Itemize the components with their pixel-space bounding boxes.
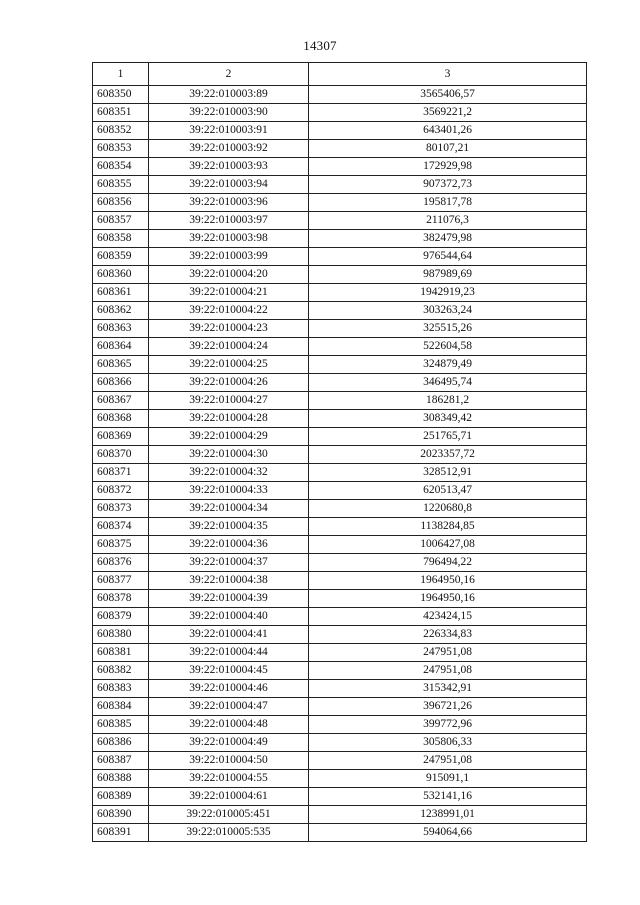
table-row	[93, 482, 587, 500]
table-row	[93, 212, 587, 230]
row-number-cell: 608375	[93, 536, 149, 554]
value-cell: 211076,3	[309, 212, 587, 230]
header-row	[93, 63, 587, 86]
cadastral-number-cell: 39:22:010003:99	[149, 248, 309, 266]
cadastral-number-cell: 39:22:010003:91	[149, 122, 309, 140]
table-row	[93, 320, 587, 338]
page-number: 14307	[303, 38, 337, 53]
value-cell: 1238991,01	[309, 806, 587, 824]
value-cell: 325515,26	[309, 320, 587, 338]
value-cell: 915091,1	[309, 770, 587, 788]
row-number-cell: 608383	[93, 680, 149, 698]
table-row	[93, 194, 587, 212]
table-row	[93, 86, 587, 104]
value-cell: 247951,08	[309, 662, 587, 680]
table-row	[93, 464, 587, 482]
value-cell: 594064,66	[309, 824, 587, 842]
value-cell: 186281,2	[309, 392, 587, 410]
value-cell: 226334,83	[309, 626, 587, 644]
row-number-cell: 608369	[93, 428, 149, 446]
value-cell: 1964950,16	[309, 572, 587, 590]
table-row	[93, 338, 587, 356]
row-number-cell: 608379	[93, 608, 149, 626]
row-number-cell: 608350	[93, 86, 149, 104]
table-row	[93, 284, 587, 302]
cadastral-number-cell: 39:22:010005:535	[149, 824, 309, 842]
value-cell: 324879,49	[309, 356, 587, 374]
cadastral-number-cell: 39:22:010004:41	[149, 626, 309, 644]
cadastral-number-cell: 39:22:010004:21	[149, 284, 309, 302]
table-row	[93, 158, 587, 176]
value-cell: 346495,74	[309, 374, 587, 392]
table-row	[93, 752, 587, 770]
table-row	[93, 644, 587, 662]
table-row	[93, 788, 587, 806]
value-cell: 315342,91	[309, 680, 587, 698]
row-number-cell: 608391	[93, 824, 149, 842]
table-row	[93, 824, 587, 842]
table-row	[93, 518, 587, 536]
cadastral-number-cell: 39:22:010004:37	[149, 554, 309, 572]
row-number-cell: 608377	[93, 572, 149, 590]
cadastral-number-cell: 39:22:010004:40	[149, 608, 309, 626]
value-cell: 3569221,2	[309, 104, 587, 122]
table-row	[93, 716, 587, 734]
value-cell: 1138284,85	[309, 518, 587, 536]
row-number-cell: 608373	[93, 500, 149, 518]
table-row	[93, 554, 587, 572]
table-row	[93, 662, 587, 680]
cadastral-number-cell: 39:22:010003:90	[149, 104, 309, 122]
cadastral-number-cell: 39:22:010004:47	[149, 698, 309, 716]
cadastral-number-cell: 39:22:010004:26	[149, 374, 309, 392]
table-row	[93, 608, 587, 626]
cadastral-number-cell: 39:22:010004:23	[149, 320, 309, 338]
row-number-cell: 608366	[93, 374, 149, 392]
table-row	[93, 572, 587, 590]
cadastral-number-cell: 39:22:010003:94	[149, 176, 309, 194]
row-number-cell: 608368	[93, 410, 149, 428]
value-cell: 396721,26	[309, 698, 587, 716]
row-number-cell: 608374	[93, 518, 149, 536]
row-number-cell: 608354	[93, 158, 149, 176]
table-row	[93, 374, 587, 392]
row-number-cell: 608384	[93, 698, 149, 716]
value-cell: 1942919,23	[309, 284, 587, 302]
column-header-3: 3	[309, 63, 587, 86]
cadastral-number-cell: 39:22:010004:55	[149, 770, 309, 788]
row-number-cell: 608372	[93, 482, 149, 500]
table-row	[93, 356, 587, 374]
row-number-cell: 608382	[93, 662, 149, 680]
value-cell: 423424,15	[309, 608, 587, 626]
row-number-cell: 608385	[93, 716, 149, 734]
cadastral-number-cell: 39:22:010004:28	[149, 410, 309, 428]
row-number-cell: 608378	[93, 590, 149, 608]
row-number-cell: 608386	[93, 734, 149, 752]
row-number-cell: 608358	[93, 230, 149, 248]
table-row	[93, 806, 587, 824]
cadastral-number-cell: 39:22:010004:29	[149, 428, 309, 446]
value-cell: 1220680,8	[309, 500, 587, 518]
row-number-cell: 608367	[93, 392, 149, 410]
cadastral-number-cell: 39:22:010004:38	[149, 572, 309, 590]
table-row	[93, 698, 587, 716]
cadastral-number-cell: 39:22:010004:34	[149, 500, 309, 518]
row-number-cell: 608380	[93, 626, 149, 644]
row-number-cell: 608364	[93, 338, 149, 356]
cadastral-number-cell: 39:22:010003:89	[149, 86, 309, 104]
row-number-cell: 608387	[93, 752, 149, 770]
cadastral-number-cell: 39:22:010004:32	[149, 464, 309, 482]
row-number-cell: 608363	[93, 320, 149, 338]
table-row	[93, 770, 587, 788]
table-row	[93, 500, 587, 518]
table-row	[93, 122, 587, 140]
row-number-cell: 608353	[93, 140, 149, 158]
row-number-cell: 608356	[93, 194, 149, 212]
value-cell: 643401,26	[309, 122, 587, 140]
cadastral-number-cell: 39:22:010003:93	[149, 158, 309, 176]
cadastral-number-cell: 39:22:010005:451	[149, 806, 309, 824]
cadastral-number-cell: 39:22:010003:98	[149, 230, 309, 248]
row-number-cell: 608359	[93, 248, 149, 266]
table-row	[93, 104, 587, 122]
value-cell: 382479,98	[309, 230, 587, 248]
cadastral-number-cell: 39:22:010004:22	[149, 302, 309, 320]
value-cell: 796494,22	[309, 554, 587, 572]
value-cell: 1006427,08	[309, 536, 587, 554]
cadastral-number-cell: 39:22:010004:44	[149, 644, 309, 662]
table-row	[93, 680, 587, 698]
table-row	[93, 392, 587, 410]
table-row	[93, 626, 587, 644]
table-row	[93, 734, 587, 752]
value-cell: 907372,73	[309, 176, 587, 194]
value-cell: 247951,08	[309, 752, 587, 770]
table-row	[93, 590, 587, 608]
cadastral-number-cell: 39:22:010004:27	[149, 392, 309, 410]
cadastral-number-cell: 39:22:010004:39	[149, 590, 309, 608]
value-cell: 328512,91	[309, 464, 587, 482]
value-cell: 172929,98	[309, 158, 587, 176]
cadastral-number-cell: 39:22:010004:25	[149, 356, 309, 374]
table-row	[93, 248, 587, 266]
table-row	[93, 428, 587, 446]
cadastral-number-cell: 39:22:010004:35	[149, 518, 309, 536]
cadastral-number-cell: 39:22:010004:45	[149, 662, 309, 680]
table-row	[93, 536, 587, 554]
value-cell: 308349,42	[309, 410, 587, 428]
table-row	[93, 140, 587, 158]
table-row	[93, 266, 587, 284]
value-cell: 987989,69	[309, 266, 587, 284]
value-cell: 399772,96	[309, 716, 587, 734]
value-cell: 195817,78	[309, 194, 587, 212]
cadastral-number-cell: 39:22:010004:24	[149, 338, 309, 356]
cadastral-number-cell: 39:22:010004:46	[149, 680, 309, 698]
table-body	[93, 86, 587, 842]
row-number-cell: 608390	[93, 806, 149, 824]
value-cell: 522604,58	[309, 338, 587, 356]
table-row	[93, 302, 587, 320]
row-number-cell: 608389	[93, 788, 149, 806]
value-cell: 251765,71	[309, 428, 587, 446]
cadastral-number-cell: 39:22:010004:48	[149, 716, 309, 734]
value-cell: 976544,64	[309, 248, 587, 266]
table-row	[93, 230, 587, 248]
cadastral-number-cell: 39:22:010003:92	[149, 140, 309, 158]
row-number-cell: 608388	[93, 770, 149, 788]
row-number-cell: 608357	[93, 212, 149, 230]
cadastral-number-cell: 39:22:010003:96	[149, 194, 309, 212]
value-cell: 620513,47	[309, 482, 587, 500]
value-cell: 305806,33	[309, 734, 587, 752]
row-number-cell: 608355	[93, 176, 149, 194]
cadastral-number-cell: 39:22:010004:20	[149, 266, 309, 284]
data-table	[92, 62, 587, 842]
row-number-cell: 608371	[93, 464, 149, 482]
cadastral-number-cell: 39:22:010004:50	[149, 752, 309, 770]
column-header-1: 1	[93, 63, 149, 86]
table-row	[93, 176, 587, 194]
value-cell: 2023357,72	[309, 446, 587, 464]
row-number-cell: 608365	[93, 356, 149, 374]
cadastral-number-cell: 39:22:010004:36	[149, 536, 309, 554]
cadastral-number-cell: 39:22:010003:97	[149, 212, 309, 230]
row-number-cell: 608370	[93, 446, 149, 464]
value-cell: 1964950,16	[309, 590, 587, 608]
cadastral-number-cell: 39:22:010004:30	[149, 446, 309, 464]
value-cell: 303263,24	[309, 302, 587, 320]
value-cell: 247951,08	[309, 644, 587, 662]
row-number-cell: 608362	[93, 302, 149, 320]
row-number-cell: 608381	[93, 644, 149, 662]
row-number-cell: 608351	[93, 104, 149, 122]
value-cell: 3565406,57	[309, 86, 587, 104]
value-cell: 80107,21	[309, 140, 587, 158]
value-cell: 532141,16	[309, 788, 587, 806]
column-header-2: 2	[149, 63, 309, 86]
row-number-cell: 608361	[93, 284, 149, 302]
row-number-cell: 608352	[93, 122, 149, 140]
row-number-cell: 608360	[93, 266, 149, 284]
table-row	[93, 446, 587, 464]
cadastral-number-cell: 39:22:010004:61	[149, 788, 309, 806]
table-row	[93, 410, 587, 428]
row-number-cell: 608376	[93, 554, 149, 572]
cadastral-number-cell: 39:22:010004:33	[149, 482, 309, 500]
cadastral-number-cell: 39:22:010004:49	[149, 734, 309, 752]
